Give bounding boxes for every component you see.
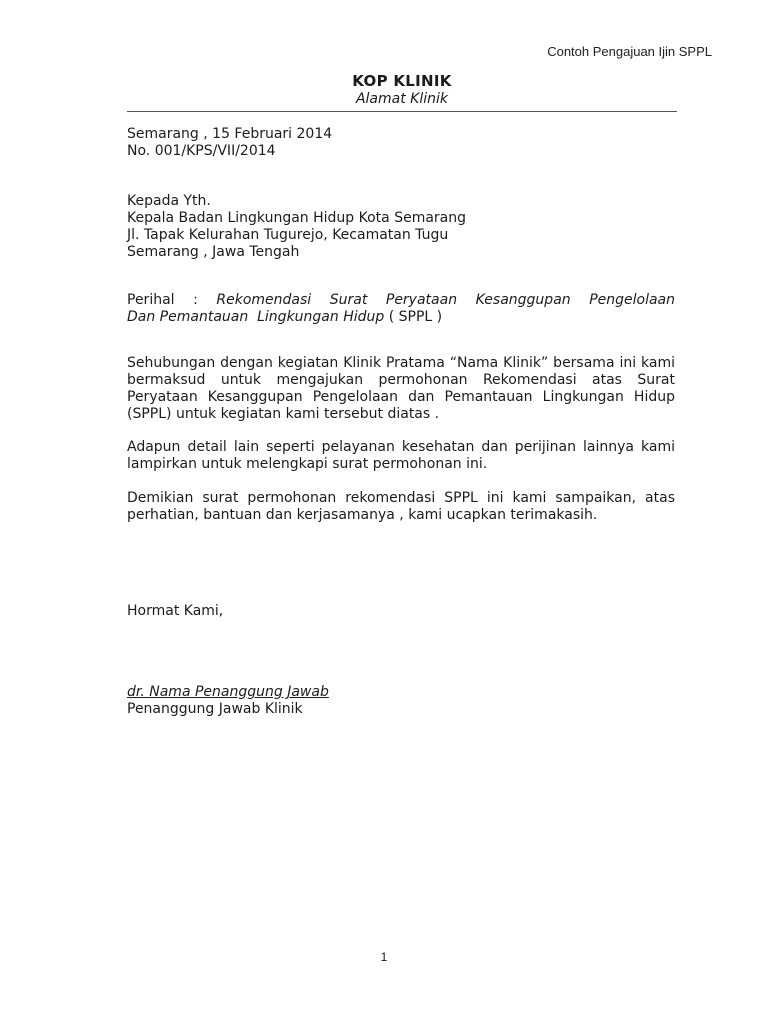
recipient-street: Jl. Tapak Kelurahan Tugurejo, Kecamatan Tugu <box>127 227 449 243</box>
date-number-block <box>127 126 675 160</box>
recipient-city: Semarang , Jawa Tengah <box>127 244 300 260</box>
signatory-name: dr. Nama Penanggung Jawab <box>127 684 329 700</box>
recipient-name: Kepala Badan Lingkungan Hidup Kota Semarang <box>127 210 467 226</box>
subject-line-1 <box>127 292 675 309</box>
paragraph-details: Adapun detail lain seperti pelayanan kesehatan dan perijinan lainnya kami lampirkan untuk melengkapi surat permohonan ini. <box>127 439 675 472</box>
letterhead-subtitle: Alamat Klinik <box>355 91 449 107</box>
subject-suffix: ( SPPL ) <box>388 309 443 325</box>
paragraph-closing: Demikian surat permohonan rekomendasi SPPL ini kami sampaikan, atas perhatian, bantuan dan kerjasamanya , kami ucapkan terimakasih. <box>127 490 675 523</box>
page-number: 1 <box>380 950 388 964</box>
date-line: Semarang , 15 Februari 2014 <box>127 126 333 142</box>
subject-label: Perihal : <box>127 292 198 308</box>
subject-block <box>127 292 675 326</box>
recipient-address <box>127 193 675 261</box>
paragraph-intro: Sehubungan dengan kegiatan Klinik Pratama “Nama Klinik” bersama ini kami bermaksud untuk mengajukan permohonan Rekomendasi atas Surat Peryataan Kesanggupan Pengelolaan dan Pemantauan Lingkungan Hidup (SPPL) untuk kegiatan kami tersebut diatas . <box>127 355 675 422</box>
recipient-greeting: Kepada Yth. <box>127 193 211 209</box>
letterhead-title: KOP KLINIK <box>352 72 452 90</box>
subject-text-1: Rekomendasi Surat Peryataan Kesanggupan Pengelolaan <box>216 292 676 308</box>
letterhead-divider <box>127 111 677 112</box>
subject-text-2: Dan Pemantauan Lingkungan Hidup <box>127 309 385 325</box>
letter-number: No. 001/KPS/VII/2014 <box>127 143 276 159</box>
signature-block <box>127 684 675 718</box>
signatory-title: Penanggung Jawab Klinik <box>127 701 303 717</box>
letterhead <box>127 72 677 108</box>
running-header: Contoh Pengajuan Ijin SPPL <box>547 44 712 59</box>
subject-line-2 <box>127 309 675 326</box>
closing-salutation: Hormat Kami, <box>127 603 224 619</box>
